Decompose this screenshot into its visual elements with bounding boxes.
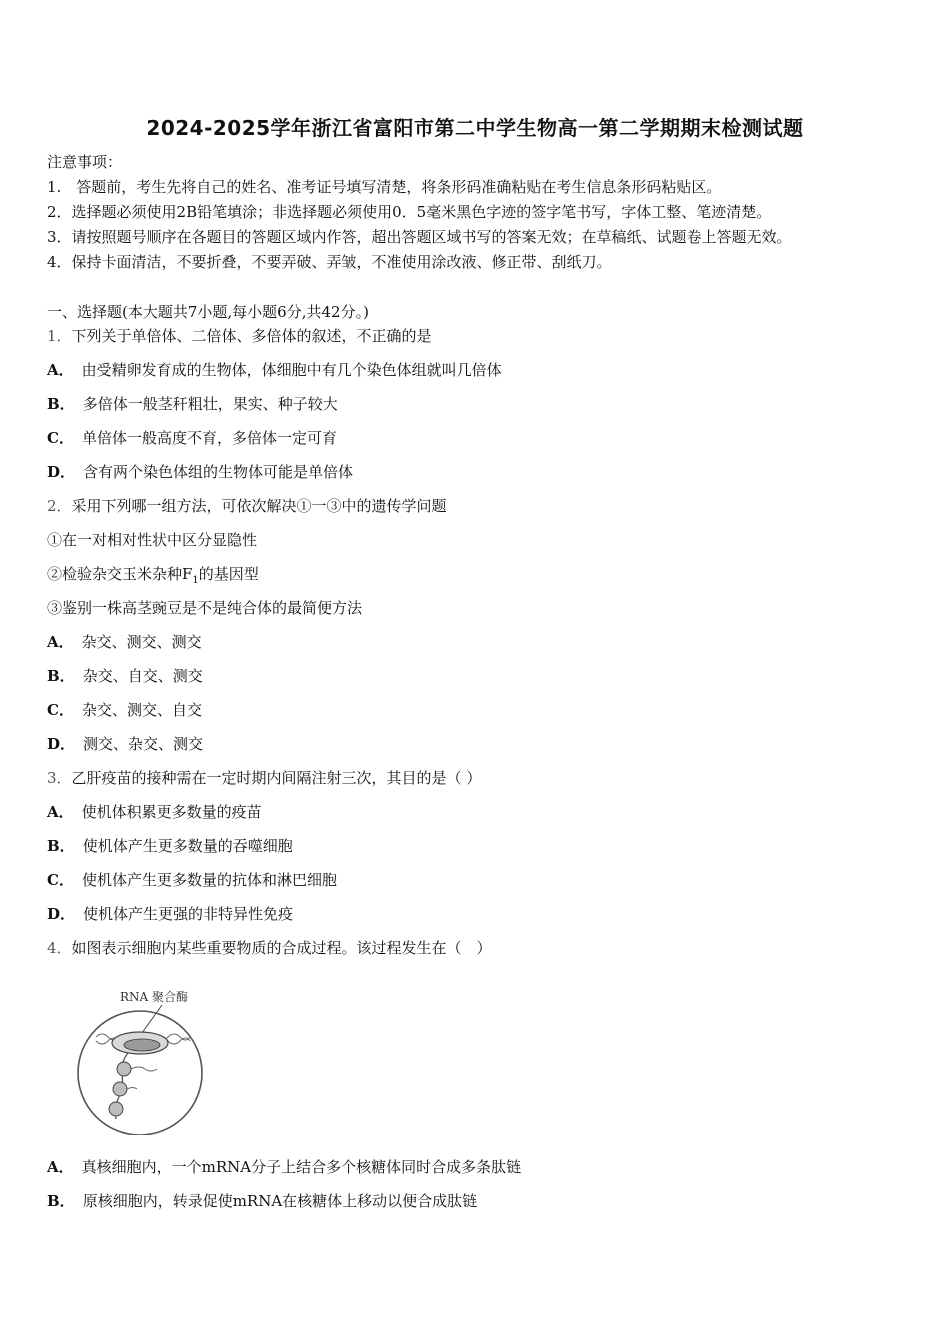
option-text: 含有两个染色体组的生物体可能是单倍体 (83, 463, 354, 481)
cell-outline (78, 1011, 202, 1135)
question-2-option-b (47, 666, 203, 686)
question-1-option-d (47, 462, 353, 482)
question-2-sub-item-3: ③鉴别一株高茎豌豆是不是纯合体的最简便方法 (47, 599, 363, 617)
question-text: 下列关于单倍体、二倍体、多倍体的叙述，不正确的是 (71, 327, 432, 345)
notice-item-3: 3．请按照题号顺序在各题目的答题区域内作答，超出答题区域书写的答案无效；在草稿纸、试题卷上答题无效。 (47, 228, 792, 246)
section-heading: 一、选择题(本大题共7小题,每小题6分,共42分。) (47, 303, 369, 321)
subscript: 1 (192, 575, 199, 586)
question-text: 采用下列哪一组方法，可依次解决①一③中的遗传学问题 (71, 497, 447, 515)
question-2-option-d (47, 734, 203, 754)
option-letter: A． (47, 803, 74, 821)
option-text: 测交、杂交、测交 (83, 735, 204, 753)
question-4-option-a (47, 1157, 521, 1177)
transcription-translation-figure (70, 985, 210, 1135)
option-text: 原核细胞内，转录促使mRNA在核糖体上移动以便合成肽链 (82, 1192, 478, 1210)
option-letter: A． (47, 361, 74, 379)
question-3-option-d (47, 904, 293, 924)
question-3-option-a (47, 802, 262, 822)
question-1-option-a (47, 360, 502, 380)
option-text: 使机体产生更强的非特异性免疫 (83, 905, 294, 923)
question-3-option-c (47, 870, 337, 890)
question-1-stem (47, 326, 432, 346)
question-text: 如图表示细胞内某些重要物质的合成过程。该过程发生在（ ） (71, 939, 492, 957)
question-2-option-c (47, 700, 202, 720)
label-pointer-line (142, 1005, 162, 1033)
option-letter: C． (47, 871, 74, 889)
question-number: 1． (47, 327, 72, 345)
question-number: 3． (47, 769, 72, 787)
option-text: 杂交、测交、测交 (81, 633, 202, 651)
option-letter: A． (47, 1158, 74, 1176)
question-number: 4． (47, 939, 72, 957)
option-letter: B． (47, 837, 75, 855)
polymerase-core (124, 1039, 160, 1051)
question-3-stem (47, 768, 481, 788)
question-1-option-c (47, 428, 337, 448)
question-2-stem (47, 496, 447, 516)
notice-item-4: 4．保持卡面清洁，不要折叠，不要弄破、弄皱，不准使用涂改液、修正带、刮纸刀。 (47, 253, 612, 271)
question-4-stem (47, 938, 492, 958)
option-text: 使机体产生更多数量的吞噬细胞 (82, 837, 293, 855)
question-2-option-a (47, 632, 202, 652)
option-text: 多倍体一般茎秆粗壮，果实、种子较大 (82, 395, 338, 413)
option-letter: C． (47, 701, 74, 719)
ribosome-icon (117, 1062, 131, 1076)
option-text: 杂交、测交、自交 (81, 701, 202, 719)
option-text: 使机体积累更多数量的疫苗 (81, 803, 262, 821)
question-2-sub-item-2 (47, 564, 259, 591)
option-text: 使机体产生更多数量的抗体和淋巴细胞 (81, 871, 337, 889)
option-text: 真核细胞内，一个mRNA分子上结合多个核糖体同时合成多条肽链 (81, 1158, 522, 1176)
option-letter: C． (47, 429, 74, 447)
notice-item-1: 1. 答题前，考生先将自己的姓名、准考证号填写清楚，将条形码准确粘贴在考生信息条形码粘贴区。 (47, 178, 722, 196)
option-letter: B． (47, 1192, 75, 1210)
figure-label: RNA 聚合酶 (120, 990, 189, 1004)
sub-item-text: ②检验杂交玉米杂种F (47, 565, 193, 583)
question-2-sub-item-1: ①在一对相对性状中区分显隐性 (47, 531, 258, 549)
peptide-chain (131, 1067, 157, 1071)
option-text: 杂交、自交、测交 (82, 667, 203, 685)
sub-item-text: 的基因型 (198, 565, 259, 583)
question-3-option-b (47, 836, 293, 856)
peptide-chain (127, 1088, 137, 1090)
option-letter: B． (47, 667, 75, 685)
ribosome-icon (109, 1102, 123, 1116)
option-text: 单倍体一般高度不育，多倍体一定可育 (81, 429, 337, 447)
option-letter: A． (47, 633, 74, 651)
ribosome-icon (113, 1082, 127, 1096)
question-text: 乙肝疫苗的接种需在一定时期内间隔注射三次，其目的是（ ） (71, 769, 482, 787)
notice-heading: 注意事项： (47, 153, 123, 171)
question-1-option-b (47, 394, 338, 414)
option-letter: D． (47, 463, 76, 481)
question-number: 2． (47, 497, 72, 515)
option-letter: B． (47, 395, 75, 413)
option-text: 由受精卵发育成的生物体，体细胞中有几个染色体组就叫几倍体 (81, 361, 502, 379)
page-title: 2024-2025学年浙江省富阳市第二中学生物高一第二学期期末检测试题 (146, 116, 804, 140)
question-4-option-b (47, 1191, 477, 1211)
option-letter: D． (47, 905, 76, 923)
option-letter: D． (47, 735, 76, 753)
notice-item-2: 2．选择题必须使用2B铅笔填涂；非选择题必须使用0．5毫米黑色字迹的签字笔书写，字体工整、笔迹清楚。 (47, 203, 772, 221)
